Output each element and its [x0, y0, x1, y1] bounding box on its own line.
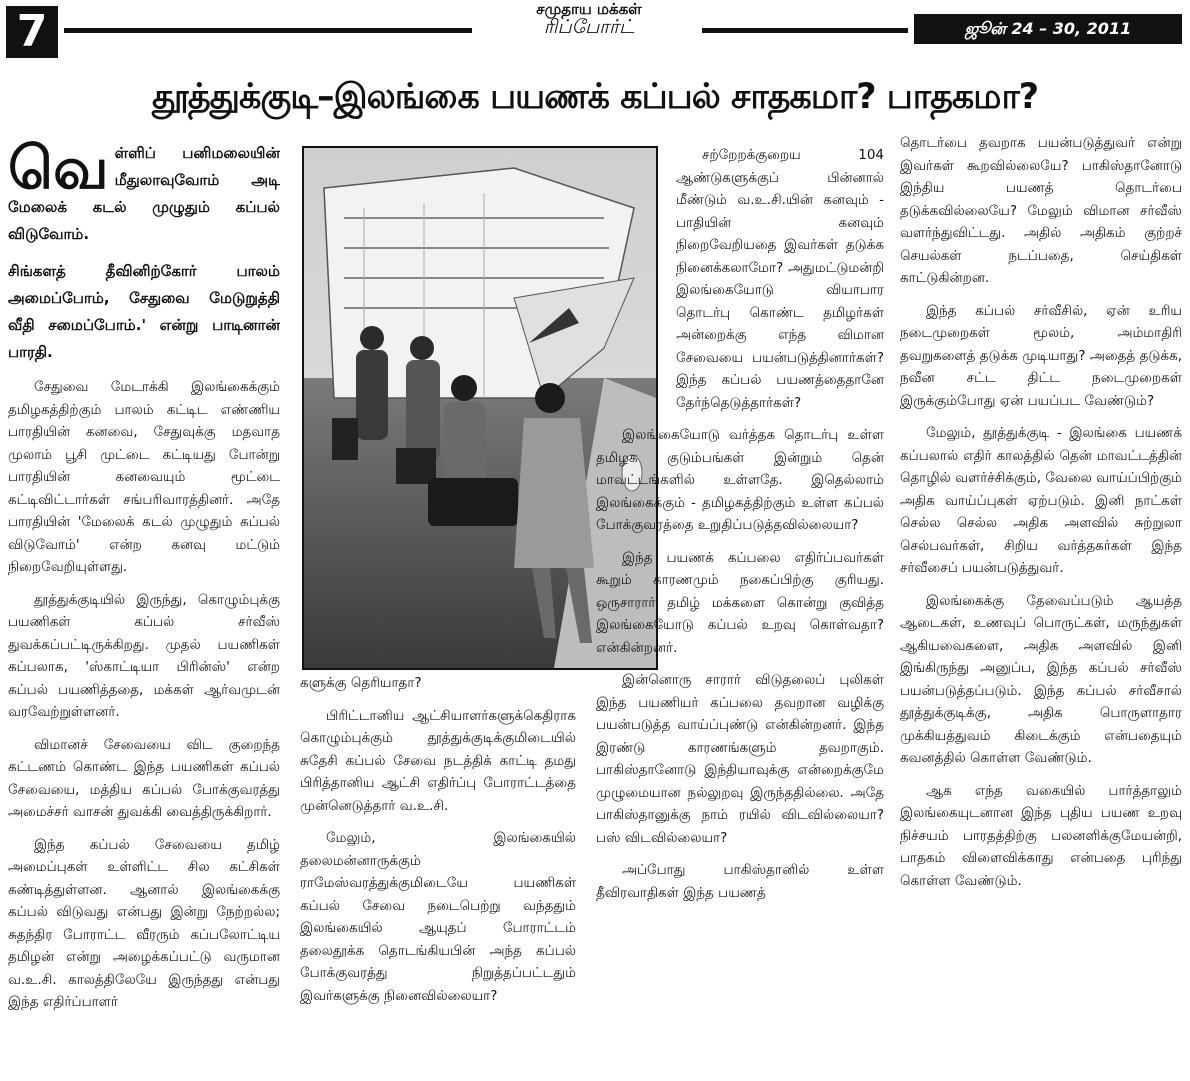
paragraph: சேதுவை மேடாக்கி இலங்கைக்கும் தமிழகத்திற்கும் பாலம் கட்டிட எண்ணிய பாரதியின் கனவை, சேதுவுக்கு மதவாத முலாம் பூசி முட்டை கட்டியது போன்று பாரதியின் கனவையும் மூட்டை கட்டிவிட்டார்கள் சங்பரிவாரத்தினர். அதே பாரதியின் 'மேலைக் கடல் முழுதும் கப்பல் விடுவோம்' என்ற கனவு மட்டும் நிறைவேறியுள்ளது.	[8, 379, 280, 575]
header-rule-right	[702, 28, 908, 33]
article-column-3	[596, 144, 884, 1080]
paragraph: களுக்கு தெரியாதா?	[300, 675, 422, 691]
paragraph: சற்றேறக்குறைய 104 ஆண்டுகளுக்குப் பின்னால் மீண்டும் வ.உ.சி.யின் கனவும் - பாதியின் கனவும் நிறைவேறியதை இவர்கள் தடுக்க நினைக்கலாமோ? அதுமட்டுமன்றி இலங்கையோடு வியாபார தொடர்பு கொண்ட தமிழர்கள் அன்றைக்கு எந்த விமான சேவையை பயன்படுத்தினார்கள்? இந்த கப்பல் பயணத்தைதானே தேர்ந்தெடுத்தார்கள்?	[676, 147, 884, 411]
article-column-4	[900, 132, 1182, 1080]
page-number: 7	[6, 6, 58, 58]
masthead-logo	[482, 2, 696, 56]
paragraph: விமானச் சேவையை விட குறைந்த கட்டணம் கொண்ட இந்த பயணிகள் கப்பல் சேவையை, மத்திய கப்பல் போக்குவரத்து அமைச்சர் வாசன் துவக்கி வைத்திருக்கிறார்.	[8, 736, 280, 820]
paragraph: பிரிட்டானிய ஆட்சியாளர்களுக்கெதிராக கொழும்புக்கும் தூத்துக்குடிக்குமிடையில் சுதேசி கப்பல் சேவை நடத்திக் காட்டி தமது பிரித்தானிய ஆட்சி எதிர்ப்பு போராட்டத்தை முன்னெடுத்தார் வ.உ.சி.	[300, 707, 576, 814]
paragraph: இந்த பயணக் கப்பலை எதிர்ப்பவர்கள் கூறும் காரணமும் நகைப்பிற்கு குரியது. ஒருசாரார் தமிழ் மக்களை கொன்று குவித்த இலங்கையோடு கப்பல் உறவு கொள்வதா? என்கின்றனர்.	[596, 549, 884, 656]
paragraph: இந்த கப்பல் சர்வீசில், ஏன் உரிய நடைமுறைகள் மூலம், அம்மாதிரி தவறுகளைத் தடுக்க முடியாது? அதைத் தடுக்க, நவீன சட்ட திட்ட நடைமுறைகள் இருக்கும்போது ஏன் பயப்பட வேண்டும்?	[900, 302, 1182, 409]
paragraph: தொடர்பை தவறாக பயன்படுத்துவர் என்று இவர்கள் கூறவில்லையே? பாகிஸ்தானோடு இந்திய பயணத் தொடர்பை தடுக்கவில்லையே? மேலும் விமான சர்வீஸ் வளர்ந்துவிட்டது. அதில் அதிகம் குற்றச் செயல்கள் நடப்பதை, செய்திகள் காட்டுகின்றன.	[900, 135, 1182, 286]
article-headline: தூத்துக்குடி–இலங்கை பயணக் கப்பல் சாதகமா? பாதகமா?	[151, 77, 1039, 117]
article-column-1	[8, 140, 280, 1080]
issue-date: ஜூன் 24 – 30, 2011	[914, 14, 1182, 44]
paragraph: தூத்துக்குடியில் இருந்து, கொழும்புக்கு பயணிகள் கப்பல் சர்வீஸ் துவக்கப்பட்டிருக்கிறது. முதல் பயணிகள் கப்பலாக, 'ஸ்காட்டியா பிரின்ஸ்' என்ற கப்பல் பயணித்ததை, மக்கள் ஆர்வமுடன் வரவேற்றுள்ளனர்.	[8, 591, 280, 720]
paragraph: மேலும், இலங்கையில் தலைமன்னாருக்கும் ராமேஸ்வரத்துக்குமிடையே பயணிகள் கப்பல் சேவை நடைபெற்று வந்ததும் இலங்கையில் ஆயுதப் போராட்டம் தலைதூக்க தொடங்கியபின் அந்த கப்பல் போக்குவரத்து நிறுத்தப்பட்டதும் இவர்களுக்கு நினைவில்லையா?	[300, 830, 576, 1004]
drop-cap: வெ	[8, 140, 109, 202]
paragraph: மேலும், தூத்துக்குடி - இலங்கை பயணக் கப்பலால் எதிர் காலத்தில் தென் மாவட்டத்தின் தொழில் வளர்ச்சிக்கும், வேலை வாய்ப்பிற்கும் அதிக வாய்ப்புகள் ஏற்படும். இனி நாட்கள் செல்ல செல்ல அதிக அளவில் சுற்றுலா செல்பவர்கள், சிறிய வர்த்தகர்கள் இந்த சர்வீசைப் பயன்படுத்துவர்.	[900, 425, 1182, 576]
paragraph: இன்னொரு சாரார் விடுதலைப் புலிகள் இந்த பயணியர் கப்பலை தவறான வழிக்கு பயன்படுத்த வாய்ப்புண்டு என்கின்றனர். இந்த இரண்டு காரணங்களும் தவறாகும். பாகிஸ்தானோடு இந்தியாவுக்கு என்றைக்குமே முழுமையான நல்லுறவு இருந்ததில்லை. அதே பாகிஸ்தானுக்கு நாம் ரயில் விடவில்லையா? பஸ் விடவில்லையா?	[596, 672, 884, 846]
masthead-line1: சமுதாய மக்கள்	[536, 0, 642, 18]
page-header	[0, 0, 1190, 60]
paragraph: இந்த கப்பல் சேவையை தமிழ் அமைப்புகள் உள்ளிட்ட சில கட்சிகள் கண்டித்துள்ளன. ஆனால் இலங்கைக்கு கப்பல் விடுவது என்பது இன்று நேற்றல்ல; சுதந்திர போராட்ட வீரரும் கப்பலோட்டிய தமிழன் என்று அழைக்கப்பட்டு வருமான வ.உ.சி. காலத்திலேயே இருந்தது என்பது இந்த எதிர்ப்பாளர்	[8, 836, 280, 1010]
lead-text-1: ள்ளிப் பனிமலையின் மீதுலாவுவோம் அடி மேலைக் கடல் முழுதும் கப்பல் விடுவோம்.	[8, 144, 280, 243]
paragraph: இலங்கைக்கு தேவைப்படும் ஆயத்த ஆடைகள், உணவுப் பொருட்கள், மருந்துகள் ஆகியவைகளை, அதிக அளவில் இனி இங்கிருந்து அனுப்ப, இந்த கப்பல் சர்வீஸ் பயன்படுத்தப்படும். இந்த கப்பல் சர்வீசால் தூத்துக்குடிக்கு, அதிக பொருளாதார முக்கியத்துவம் கிடைக்கும் என்பதையும் கவனத்தில் கொள்ள வேண்டும்.	[900, 592, 1182, 766]
header-rule-left	[64, 28, 472, 33]
paragraph: ஆக எந்த வகையில் பார்த்தாலும் இலங்கையுடனான இந்த புதிய பயண உறவு நிச்சயம் பாரதத்திற்கு பலனளிக்குமேயன்றி, பாதகம் விளைவிக்காது என்பதை புரிந்து கொள்ள வேண்டும்.	[900, 782, 1182, 889]
masthead-line2: ரிப்போர்ட்	[543, 15, 635, 38]
article-column-2	[300, 672, 576, 1080]
lead-paragraph-2: சிங்களத் தீவினிற்கோர் பாலம் அமைப்போம், சேதுவை மேடுறுத்தி வீதி சமைப்போம்.' என்று பாடினான் பாரதி.	[8, 262, 280, 361]
paragraph: இலங்கையோடு வர்த்தக தொடர்பு உள்ள தமிழக குடும்பங்கள் இன்றும் தென் மாவட்டங்களில் உள்ளதே. இதெல்லாம் இலங்கைக்கும் - தமிழகத்திற்கும் உள்ள கப்பல் போக்குவரத்தை உறுதிப்படுத்தவில்லையா?	[596, 427, 884, 533]
paragraph: அப்போது பாகிஸ்தானில் உள்ள தீவிரவாதிகள் இந்த பயணத்	[596, 862, 884, 901]
lead-paragraph-1	[8, 140, 280, 248]
